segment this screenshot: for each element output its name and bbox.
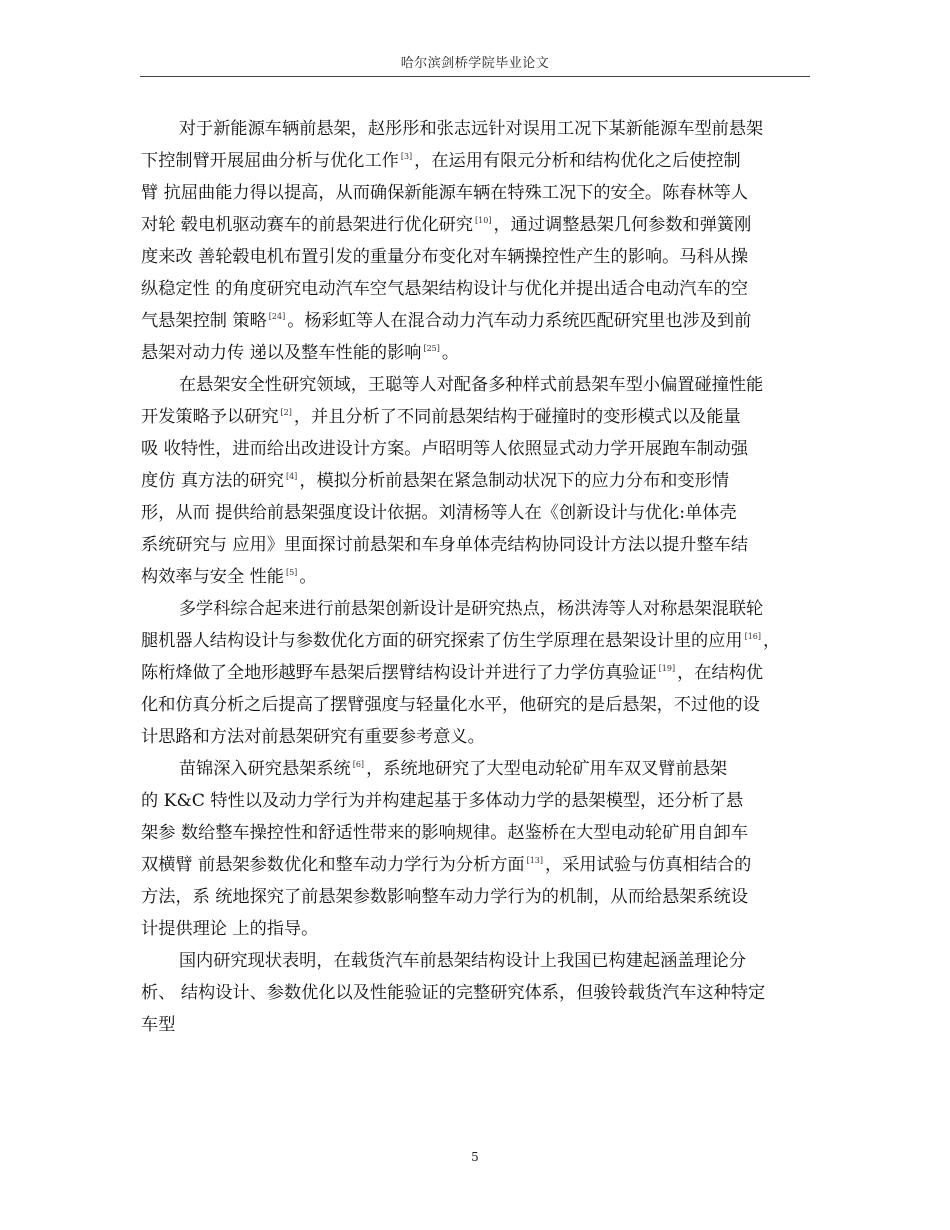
citation-reference: [10] (475, 216, 492, 225)
text-run: 构效率与安全 性能 (141, 567, 284, 587)
citation-reference: [6] (352, 760, 365, 769)
text-run: 度来改 善轮毂电机布置引发的重量分布变化对车辆操控性产生的影响。马科从操 (141, 247, 749, 267)
header-rule (140, 76, 810, 77)
text-line (141, 913, 813, 945)
text-line (141, 433, 813, 465)
body-paragraph (141, 593, 813, 753)
text-line (141, 561, 813, 593)
citation-reference: [25] (423, 344, 440, 353)
text-line (141, 817, 813, 849)
text-run: 开发策略予以研究 (141, 407, 279, 427)
body-paragraph (141, 753, 813, 945)
text-run: ，并且分析了不同前悬架结构于碰撞时的变形模式以及能量 (293, 407, 741, 427)
text-run: 架参 数给整车操控性和舒适性带来的影响规律。赵鉴桥在大型电动轮矿用自卸车 (141, 823, 749, 843)
text-line (141, 657, 813, 689)
text-line (141, 401, 813, 433)
text-run: 。 (299, 567, 317, 587)
text-line (141, 465, 813, 497)
citation-reference: [2] (280, 408, 292, 417)
text-run: 双横臂 前悬架参数优化和整车动力学行为分析方面 (141, 855, 525, 875)
citation-reference: [24] (268, 312, 286, 321)
text-line (141, 977, 813, 1009)
text-line (141, 497, 813, 529)
citation-reference: [13] (526, 856, 544, 865)
text-line (141, 625, 813, 657)
text-run: 下控制臂开展屈曲分析与优化工作 (141, 151, 399, 171)
text-run: 。杨彩虹等人在混合动力汽车动力系统匹配研究里也涉及到前 (287, 311, 752, 331)
text-run: ，通过调整悬架几何参数和弹簧刚 (493, 215, 752, 235)
text-run: 计思路和方法对前悬架研究有重要参考意义。 (141, 727, 485, 747)
text-run: 度仿 真方法的研究 (141, 471, 284, 491)
text-run: 悬架对动力传 递以及整车性能的影响 (141, 343, 422, 363)
citation-reference: [5] (285, 568, 298, 577)
text-run: 计提供理论 上的指导。 (141, 919, 319, 939)
text-line (141, 945, 813, 977)
text-run: 吸 收特性，进而给出改进设计方案。卢昭明等人依照显式动力学开展跑车制动强 (141, 439, 749, 459)
text-run: 腿机器人结构设计与参数优化方面的研究探索了仿生学原理在悬架设计里的应用 (141, 631, 743, 651)
text-run: 对于新能源车辆前悬架，赵彤彤和张志远针对误用工况下某新能源车型前悬架 (178, 119, 764, 139)
body-paragraph (141, 113, 813, 369)
text-run: 车型 (141, 1015, 176, 1035)
citation-reference: [4] (285, 472, 298, 481)
text-run: 化和仿真分析之后提高了摆臂强度与轻量化水平，他研究的是后悬架，不过他的设 (141, 695, 760, 715)
text-run: 国内研究现状表明，在载货汽车前悬架结构设计上我国已构建起涵盖理论分 (178, 951, 747, 971)
text-run: ，在结构优 (677, 663, 764, 683)
thesis-body-text (141, 113, 813, 1041)
text-run: 气悬架控制 策略 (141, 311, 267, 331)
text-line (141, 721, 813, 753)
running-header-title: 哈尔滨剑桥学院毕业论文 (400, 56, 550, 71)
text-run: 系统研究与 应用》里面探讨前悬架和车身单体壳结构协同设计方法以提升整车结 (141, 535, 749, 555)
text-run: 纵稳定性 的角度研究电动汽车空气悬架结构设计与优化并提出适合电动汽车的空 (141, 279, 749, 299)
text-run: 方法，系 统地探究了前悬架参数影响整车动力学行为的机制，从而给悬架系统设 (141, 887, 749, 907)
text-line (141, 849, 813, 881)
citation-reference: [19] (658, 664, 676, 673)
text-run: 在悬架安全性研究领域，王聪等人对配备多种样式前悬架车型小偏置碰撞性能 (178, 375, 764, 395)
text-run: 析、 结构设计、参数优化以及性能验证的完整研究体系，但骏铃载货汽车这种特定 (141, 983, 766, 1003)
text-run: ，采用试验与仿真相结合的 (545, 855, 752, 875)
text-run: ，在运用有限元分析和结构优化之后使控制 (414, 151, 741, 171)
text-run: 多学科综合起来进行前悬架创新设计是研究热点，杨洪涛等人对称悬架混联轮 (178, 599, 764, 619)
text-run: 臂 抗屈曲能力得以提高，从而确保新能源车辆在特殊工况下的安全。陈春林等人 (141, 183, 749, 203)
text-line (141, 369, 813, 401)
page-number: 5 (471, 1150, 479, 1164)
text-line (141, 689, 813, 721)
text-line (141, 177, 813, 209)
text-run: ， (763, 631, 781, 651)
text-line (141, 1009, 813, 1041)
text-line (141, 785, 813, 817)
body-paragraph (141, 945, 813, 1041)
text-run: 的 K&C 特性以及动力学行为并构建起基于多体动力学的悬架模型，还分析了悬 (141, 791, 744, 811)
text-line (141, 209, 813, 241)
text-line (141, 113, 813, 145)
text-line (141, 273, 813, 305)
text-line (141, 337, 813, 369)
text-line (141, 881, 813, 913)
text-line (141, 145, 813, 177)
text-line (141, 753, 813, 785)
text-run: ，模拟分析前悬架在紧急制动状况下的应力分布和变形情 (299, 471, 730, 491)
text-run: 陈桁烽做了全地形越野车悬架后摆臂结构设计并进行了力学仿真验证 (141, 663, 657, 683)
text-line (141, 305, 813, 337)
text-line (141, 529, 813, 561)
text-run: 。 (441, 343, 460, 363)
citation-reference: [16] (744, 632, 761, 641)
text-run: 形，从而 提供给前悬架强度设计依据。刘清杨等人在《创新设计与优化:单体壳 (141, 503, 737, 523)
text-run: 对轮 毂电机驱动赛车的前悬架进行优化研究 (141, 215, 474, 235)
text-line (141, 241, 813, 273)
body-paragraph (141, 369, 813, 593)
text-line (141, 593, 813, 625)
text-run: 苗锦深入研究悬架系统 (178, 759, 351, 779)
text-run: ，系统地研究了大型电动轮矿用车双叉臂前悬架 (366, 759, 728, 779)
citation-reference: [3] (400, 152, 413, 161)
